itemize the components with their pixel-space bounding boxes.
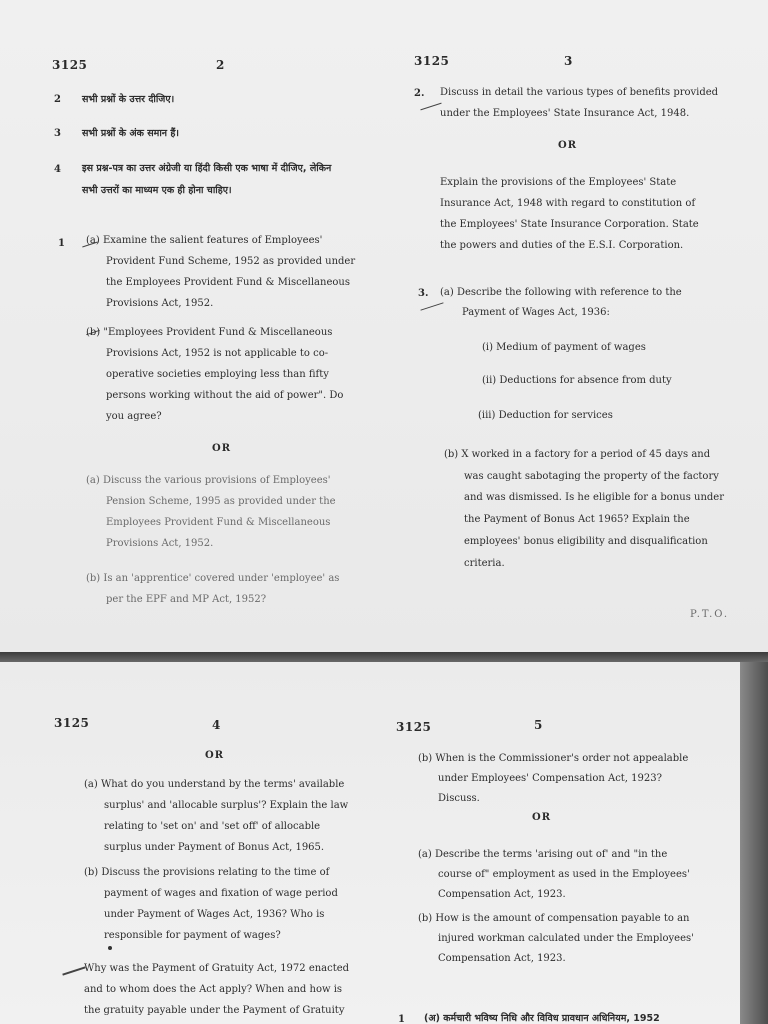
paper-code: 3125	[52, 58, 88, 72]
question-text: surplus' and 'allocable surplus'? Explain the law	[104, 800, 349, 811]
pto-label: P.T.O.	[690, 609, 730, 620]
exam-sheet-bottom	[0, 662, 740, 1024]
question-text: under Employees' Compensation Act, 1923?	[438, 773, 662, 784]
question-text: (a) Discuss the various provisions of Employees'	[86, 475, 331, 486]
question-text: employees' bonus eligibility and disqualification	[464, 536, 708, 547]
question-number: 2.	[414, 88, 425, 99]
question-text: surplus under Payment of Bonus Act, 1965.	[104, 842, 325, 853]
question-text: Why was the Payment of Gratuity Act, 1972 enacted	[84, 963, 350, 974]
question-text: (a) Examine the salient features of Employees'	[86, 235, 323, 246]
question-text: Insurance Act, 1948 with regard to constitution of	[440, 198, 696, 209]
question-text: the Payment of Bonus Act 1965? Explain the	[464, 514, 690, 525]
sub-item: (iii) Deduction for services	[478, 410, 613, 421]
question-text: the Employees Provident Fund & Miscellaneous	[106, 277, 350, 288]
question-text: Pension Scheme, 1995 as provided under the	[106, 496, 336, 507]
question-text: Discuss in detail the various types of benefits provided	[440, 87, 719, 98]
question-text-hindi: (अ) कर्मचारी भविष्य निधि और विविध प्रावधान अधिनियम, 1952	[424, 1013, 660, 1024]
question-text: Explain the provisions of the Employees' State	[440, 177, 677, 188]
or-label: OR	[212, 443, 232, 454]
question-text: (b) Is an 'apprentice' covered under 'employee' as	[86, 573, 340, 584]
question-text: persons working without the aid of power". Do	[106, 390, 344, 401]
page-number: 4	[212, 718, 221, 732]
or-label: OR	[205, 750, 225, 761]
question-text: under the Employees' State Insurance Act, 1948.	[440, 108, 690, 119]
or-label: OR	[558, 140, 578, 151]
page-number: 5	[534, 718, 543, 732]
question-text: (a) Describe the following with reference to the	[440, 287, 682, 298]
question-text: responsible for payment of wages?	[104, 930, 281, 941]
question-text: (b) X worked in a factory for a period of 45 days and	[444, 449, 711, 460]
question-text: Provident Fund Scheme, 1952 as provided under	[106, 256, 356, 267]
question-text: (b) Discuss the provisions relating to the time of	[84, 867, 330, 878]
or-label: OR	[532, 812, 552, 823]
question-text: (b) When is the Commissioner's order not appealable	[418, 753, 689, 764]
question-text: (b) How is the amount of compensation payable to an	[418, 913, 690, 924]
question-text: Provisions Act, 1952.	[106, 538, 214, 549]
paper-code: 3125	[54, 716, 90, 730]
question-text: (a) Describe the terms 'arising out of' and "in the	[418, 849, 668, 860]
question-text: under Payment of Wages Act, 1936? Who is	[104, 909, 325, 920]
paper-code: 3125	[414, 54, 450, 68]
instruction-hindi: सभी प्रश्नों के अंक समान हैं।	[82, 128, 180, 139]
question-number: 3.	[418, 288, 429, 299]
question-text: the Employees' State Insurance Corporation. State	[440, 219, 699, 230]
tick-mark	[420, 103, 441, 111]
question-text: the gratuity payable under the Payment of Gratuity	[84, 1005, 345, 1016]
paper-code: 3125	[396, 720, 432, 734]
question-text: per the EPF and MP Act, 1952?	[106, 594, 267, 605]
sub-item: (ii) Deductions for absence from duty	[482, 375, 672, 386]
question-text: and to whom does the Act apply? When and how is	[84, 984, 343, 995]
question-text: Payment of Wages Act, 1936:	[462, 307, 610, 318]
instruction-number: 2	[54, 94, 61, 105]
instruction-hindi: सभी उत्तरों का माध्यम एक ही होना चाहिए।	[82, 185, 232, 196]
sub-item: (i) Medium of payment of wages	[482, 342, 646, 353]
question-text: the powers and duties of the E.S.I. Corporation.	[440, 240, 684, 251]
question-text: injured workman calculated under the Employees'	[438, 933, 694, 944]
tick-mark	[420, 302, 443, 310]
instruction-number: 4	[54, 164, 61, 175]
tick-mark	[62, 966, 85, 975]
question-number: 1	[58, 238, 65, 249]
page-number: 2	[216, 58, 225, 72]
question-text: Provisions Act, 1952.	[106, 298, 214, 309]
question-text: Employees Provident Fund & Miscellaneous	[106, 517, 331, 528]
question-text: you agree?	[106, 411, 162, 422]
question-text: payment of wages and fixation of wage period	[104, 888, 338, 899]
page-number: 3	[564, 54, 573, 68]
question-text: (a) What do you understand by the terms' available	[84, 779, 345, 790]
question-text: Provisions Act, 1952 is not applicable to co-	[106, 348, 329, 359]
question-text: Compensation Act, 1923.	[438, 889, 566, 900]
question-text: relating to 'set on' and 'set off' of allocable	[104, 821, 321, 832]
question-text: Discuss.	[438, 793, 480, 804]
question-text: and was dismissed. Is he eligible for a bonus under	[464, 492, 724, 503]
question-number: 1	[398, 1014, 405, 1024]
question-text: operative societies employing less than fifty	[106, 369, 329, 380]
background-strip	[740, 662, 768, 1024]
question-text: Compensation Act, 1923.	[438, 953, 566, 964]
ink-dot	[108, 946, 112, 950]
instruction-number: 3	[54, 128, 61, 139]
instruction-hindi: इस प्रश्न-पत्र का उत्तर अंग्रेजी या हिंदी किसी एक भाषा में दीजिए, लेकिन	[82, 163, 332, 174]
question-text: (b) "Employees Provident Fund & Miscellaneous	[86, 327, 333, 338]
question-text: course of" employment as used in the Employees'	[438, 869, 690, 880]
instruction-hindi: सभी प्रश्नों के उत्तर दीजिए।	[82, 94, 175, 105]
question-text: was caught sabotaging the property of the factory	[464, 471, 719, 482]
question-text: criteria.	[464, 558, 505, 569]
